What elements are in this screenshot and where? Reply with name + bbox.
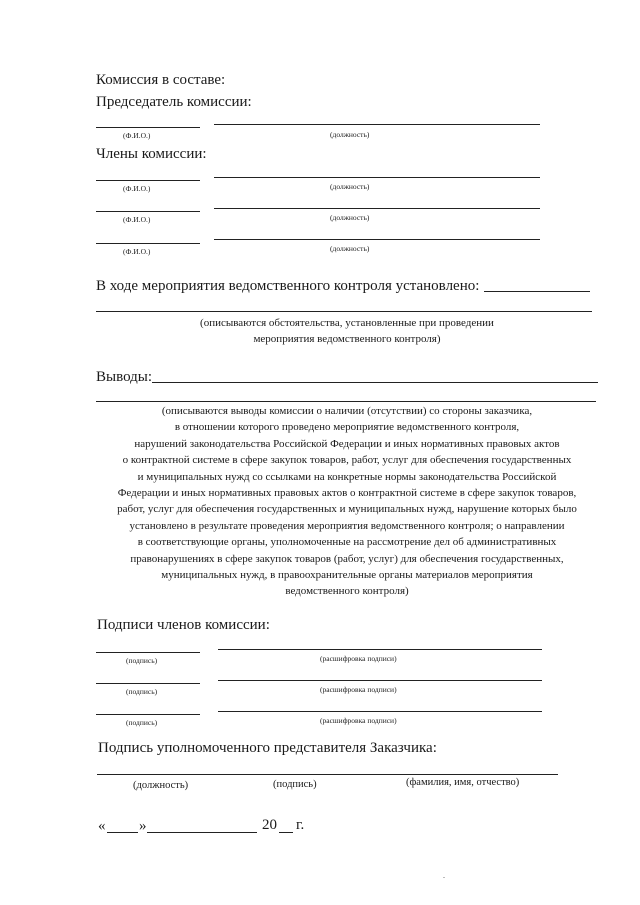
member-2-position-line[interactable] <box>214 208 540 209</box>
conclusions-caption-line: нарушений законодательства Российской Федерации и иных нормативных правовых актов <box>134 437 560 450</box>
conclusions-caption-line: и муниципальных нужд со ссылками на конкретные нормы законодательства Российской <box>137 470 557 483</box>
findings-label: В ходе мероприятия ведомственного контроля установлено: <box>96 278 480 294</box>
conclusions-caption-line: в соответствующие органы, уполномоченные на рассмотрение дел об административных <box>137 536 557 549</box>
member-1-position-caption: (должность) <box>330 182 370 191</box>
chair-position-line[interactable] <box>214 124 540 125</box>
conclusions-caption-line: Федерации и иных нормативных правовых актов о контрактной системе в сфере закупок товаров, <box>117 487 577 500</box>
sig-1-signature-caption: (подпись) <box>126 656 158 665</box>
sig-1-decoding-line[interactable] <box>218 649 542 650</box>
member-1-fio-caption: (Ф.И.О.) <box>123 184 151 193</box>
sig-2-signature-line[interactable] <box>96 683 200 684</box>
conclusions-caption-line: ведомственного контроля) <box>285 585 409 598</box>
chair-label: Председатель комиссии: <box>96 94 252 110</box>
member-2-fio-caption: (Ф.И.О.) <box>123 215 151 224</box>
conclusions-caption-line: в отношении которого проведено мероприятие ведомственного контроля, <box>174 421 520 434</box>
representative-label: Подпись уполномоченного представителя Заказчика: <box>98 740 437 756</box>
sig-3-decoding-line[interactable] <box>218 711 542 712</box>
sig-2-decoding-caption: (расшифровка подписи) <box>320 685 397 694</box>
conclusions-label: Выводы: <box>96 369 153 385</box>
sig-3-signature-caption: (подпись) <box>126 718 158 727</box>
date-year-suffix: г. <box>296 817 305 833</box>
sig-2-signature-caption: (подпись) <box>126 687 158 696</box>
member-2-fio-line[interactable] <box>96 211 200 212</box>
conclusions-caption <box>96 403 598 600</box>
chair-fio-line[interactable] <box>96 127 200 128</box>
representative-position-caption: (должность) <box>133 780 189 791</box>
findings-caption-line: (описываются обстоятельства, установленные при проведении <box>200 317 494 329</box>
member-1-position-line[interactable] <box>214 177 540 178</box>
commission-heading: Комиссия в составе: <box>96 72 226 88</box>
member-3-position-line[interactable] <box>214 239 540 240</box>
conclusions-caption-line: установлено в результате проведения мероприятия ведомственного контроля; о направлении <box>129 519 565 532</box>
date-century: 20 <box>262 817 277 833</box>
sig-2-decoding-line[interactable] <box>218 680 542 681</box>
date-quote-open: « <box>98 818 106 834</box>
members-label: Члены комиссии: <box>96 146 207 162</box>
member-3-fio-line[interactable] <box>96 243 200 244</box>
signatures-label: Подписи членов комиссии: <box>97 617 270 633</box>
conclusions-inline-line[interactable] <box>152 382 598 383</box>
representative-fullname-caption: (фамилия, имя, отчество) <box>406 777 520 788</box>
date-year-line[interactable] <box>279 832 293 833</box>
findings-caption-line: мероприятия ведомственного контроля) <box>253 333 441 346</box>
sig-1-decoding-caption: (расшифровка подписи) <box>320 654 397 663</box>
scan-speck <box>443 877 445 878</box>
date-month-line[interactable] <box>147 832 257 833</box>
member-1-fio-line[interactable] <box>96 180 200 181</box>
conclusions-full-line[interactable] <box>96 401 596 402</box>
sig-3-signature-line[interactable] <box>96 714 200 715</box>
representative-signature-caption: (подпись) <box>273 779 317 790</box>
member-3-fio-caption: (Ф.И.О.) <box>123 247 151 256</box>
chair-position-caption: (должность) <box>330 130 370 139</box>
date-day-line[interactable] <box>107 832 138 833</box>
chair-fio-caption: (Ф.И.О.) <box>123 131 151 140</box>
member-3-position-caption: (должность) <box>330 244 370 253</box>
sig-1-signature-line[interactable] <box>96 652 200 653</box>
findings-caption <box>96 315 598 348</box>
findings-inline-line[interactable] <box>484 291 590 292</box>
conclusions-caption-line: (описываются выводы комиссии о наличии (отсутствии) со стороны заказчика, <box>161 405 533 417</box>
findings-full-line[interactable] <box>96 311 592 312</box>
conclusions-caption-line: правонарушениях в сфере закупок товаров (работ, услуг) для обеспечения государственных, <box>130 552 564 565</box>
date-quote-close: » <box>139 818 147 834</box>
sig-3-decoding-caption: (расшифровка подписи) <box>320 716 397 725</box>
conclusions-caption-line: муниципальных нужд, в правоохранительные органы материалов мероприятия <box>161 569 533 582</box>
conclusions-caption-line: работ, услуг для обеспечения государственных и муниципальных нужд, нарушение которых было <box>117 503 577 516</box>
conclusions-caption-line: о контрактной системе в сфере закупок товаров, работ, услуг для обеспечения государственных <box>122 454 572 467</box>
representative-signature-line[interactable] <box>97 774 558 775</box>
member-2-position-caption: (должность) <box>330 213 370 222</box>
